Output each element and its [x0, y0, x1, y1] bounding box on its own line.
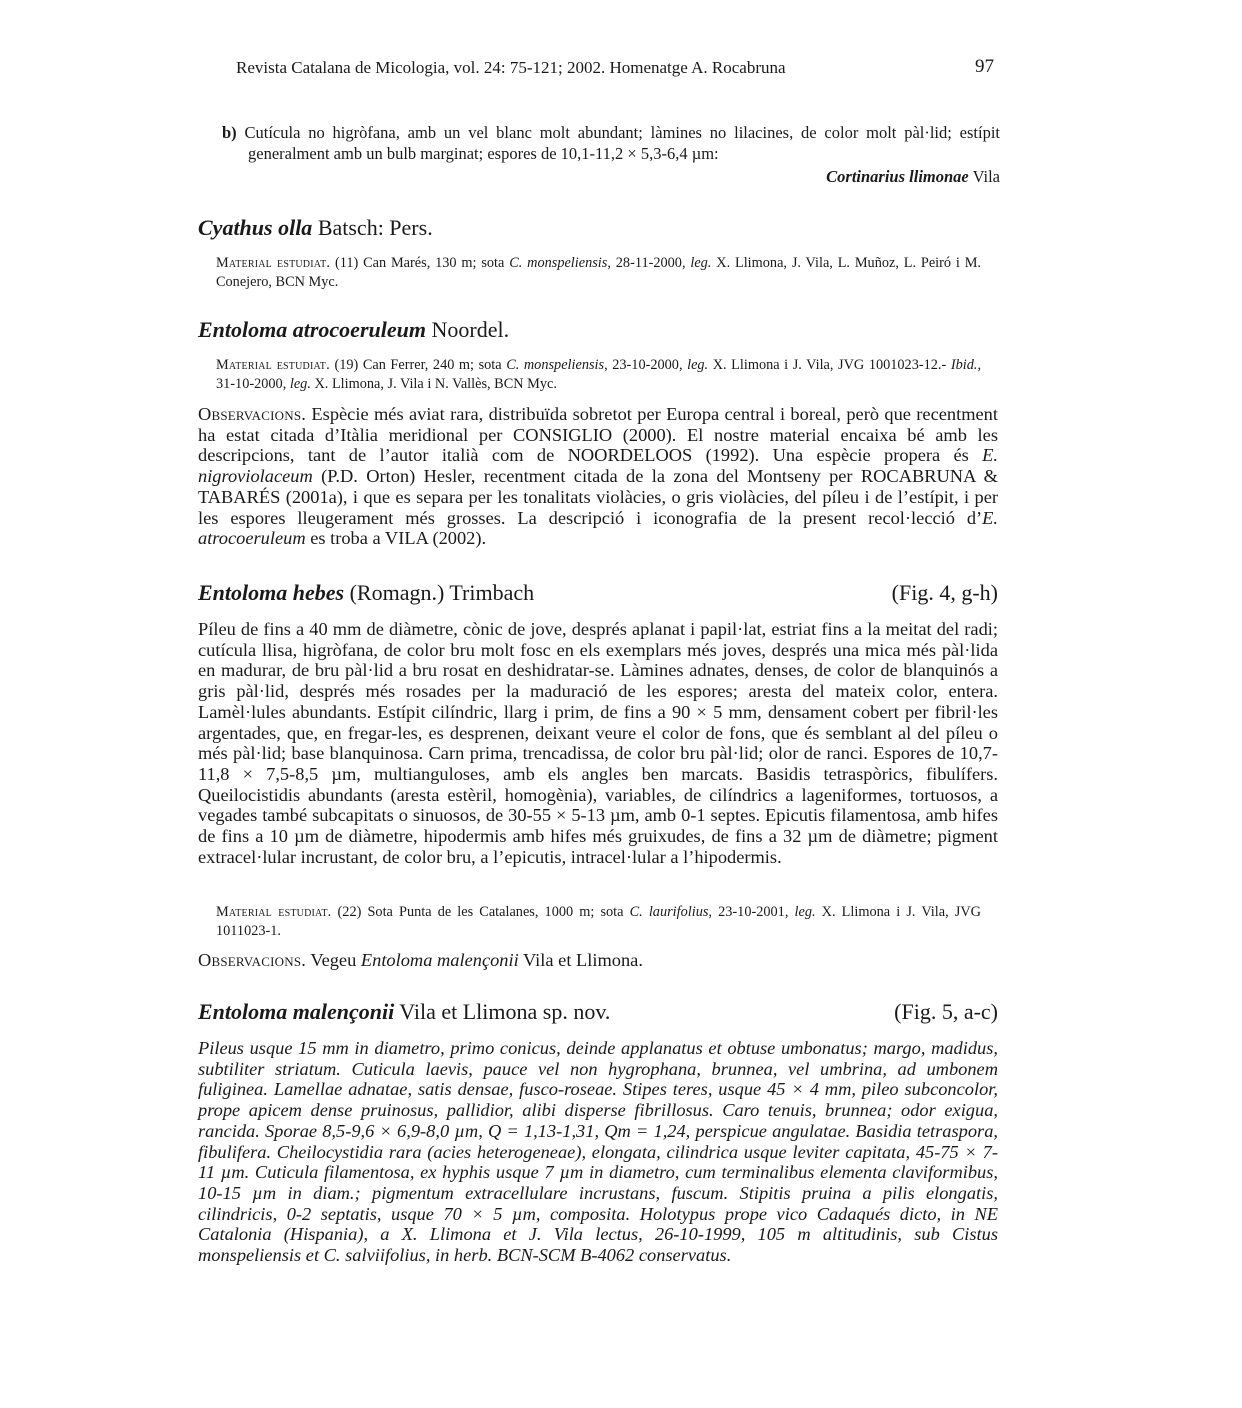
latin-diagnosis-malenconii: Pileus usque 15 mm in diametro, primo conicus, deinde applanatus et obtuse umbonatus; margo, madidus, subtiliter striatum. Cuticula laevis, pauce vel non hygrophana, brunnea, vel umbrina, ad umbonem fuliginea. Lamellae adnatae, satis densae, fusco-roseae. Stipes teres, usque 45 × 4 mm, pileo subconcolor, prope apicem dense pruinosus, pallidior, alibi disperse fibrillosus. Caro tenuis, brunnea; odor exigua, rancida. Sporae 8,5-9,6 × 6,9-8,0 µm, Q = 1,13-1,31, Qm = 1,24, perspicue angulatae. Basidia tetraspora, fibulifera. Cheilocystidia rara (acies heterogeneae), elongata, cilindrica usque leviter capitata, 45-75 × 7-11 µm. Cuticula filamentosa, ex hyphis usque 7 µm in diametro, cum terminalibus elementa claviformibus, 10-15 µm in diam.; pigmentum extracellulare incrustans, fuscum. Stipitis pruina a pilis elongatis, cilindricis, 0-2 septatis, usque 70 × 5 µm, composita. Holotypus prope vico Cadaqués dicto, in NE Catalonia (Hispania), a X. Llimona et J. Vila lectus, 26-10-1999, 105 m altitudinis, sub Cistus monspeliensis et C. salviifolius, in herb. BCN-SCM B-4062 conservatus.: [198, 1038, 998, 1266]
key-label: b): [222, 123, 237, 142]
key-answer: [222, 166, 1000, 187]
material-text: (22) Sota Punta de les Catalanes, 1000 m; sota: [331, 904, 630, 920]
material-cyathus: [216, 254, 981, 292]
key-entry-b: [222, 122, 1000, 187]
material-host: C. laurifolius: [629, 904, 709, 920]
figure-reference: (Fig. 5, a-c): [894, 999, 998, 1024]
species-title-cyathus: [198, 214, 998, 242]
observations-hebes: [198, 950, 998, 971]
material-text: (11) Can Marés, 130 m; sota: [330, 255, 510, 271]
observations-label: Observacions.: [198, 950, 307, 970]
material-atrocoeruleum: [216, 356, 981, 394]
material-label: Material estudiat.: [216, 357, 330, 373]
species-author: Batsch: Pers.: [312, 215, 433, 240]
material-text: (19) Can Ferrer, 240 m; sota: [329, 357, 507, 373]
material-text: X. Llimona, J. Vila, L. Muñoz, L. Peiró i M. Conejero, BCN Myc.: [216, 255, 981, 290]
material-label: Material estudiat.: [216, 904, 332, 920]
observations-text: Vegeu: [306, 950, 361, 970]
species-name: Entoloma hebes: [198, 580, 345, 605]
material-host: C. monspeliensis: [506, 357, 605, 373]
page-number: 97: [975, 56, 994, 77]
species-name: Entoloma atrocoeruleum: [198, 317, 426, 342]
species-author: Noordel.: [425, 317, 510, 342]
material-text: X. Llimona i J. Vila, JVG 1011023-1.: [216, 904, 981, 939]
material-hebes: [216, 903, 981, 941]
material-leg: leg.: [794, 904, 816, 920]
observations-text: Espècie més aviat rara, distribuïda sobretot per Europa central i boreal, però que recentment ha estat citada d’Itàlia meridional per CONSIGLIO (2000). El nostre material encaixa bé amb les descripcions, tant de l’autor italià com de NOORDELOOS (1992). Una espècie propera és: [198, 404, 998, 466]
species-title-atrocoeruleum: [198, 316, 998, 344]
journal-citation: Revista Catalana de Micologia, vol. 24: 75-121; 2002. Homenatge A. Rocabruna: [236, 58, 786, 77]
description-hebes: Píleu de fins a 40 mm de diàmetre, cònic de jove, després aplanat i papil·lat, estriat fins a la meitat del radi; cutícula llisa, higròfana, de color bru molt fosc en els exemplars més joves, després una mica més pàl·lida en madurar, de bru pàl·lid a bru rosat en deshidratar-se. Làmines adnates, denses, de color de blanquinós a gris pàl·lid, després més rosades per la maduració de les espores; aresta del mateix color, entera. Lamèl·lules abundants. Estípit cilíndric, llarg i prim, de fins a 90 × 5 mm, densament cobert per fibril·les argentades, que, en fregar-les, es desprenen, deixant veure el color de fons, que és semblant al del píleu o més pàl·lid; base blanquinosa. Carn prima, trencadissa, de color bru pàl·lid; olor de ranci. Espores de 10,7-11,8 × 7,5-8,5 µm, multianguloses, amb els angles ben marcats. Basidis tetraspòrics, fibulífers. Queilocistidis abundants (aresta estèril, homogènia), variables, de cilíndrics a lageniformes, tortuosos, a vegades també subcapitats o sinuosos, de 30-55 × 5-13 µm, amb 0-1 septes. Epicutis filamentosa, amb hifes de fins a 10 µm de diàmetre, hipodermis amb hifes més gruixudes, de fins a 32 µm de diàmetre; pigment extracel·lular incrustant, de color bru, a l’epicutis, intracel·lular a l’hipodermis.: [198, 619, 998, 867]
material-leg: leg.: [690, 255, 712, 271]
material-text: , 31-10-2000,: [216, 357, 982, 392]
material-text: , 23-10-2000,: [604, 357, 688, 373]
material-text: X. Llimona, J. Vila i N. Vallès, BCN Myc.: [310, 376, 557, 392]
material-leg: leg.: [687, 357, 709, 373]
figure-reference: (Fig. 4, g-h): [891, 580, 998, 605]
observations-species: E. nigroviolaceum: [198, 445, 998, 487]
observations-species: Entoloma malençonii: [360, 950, 519, 970]
key-answer-author: Vila: [968, 167, 1000, 186]
material-leg: leg.: [289, 376, 311, 392]
observations-label: Observacions.: [198, 404, 307, 424]
material-text: , 28-11-2000,: [607, 255, 691, 271]
key-description: Cutícula no higròfana, amb un vel blanc molt abundant; làmines no lilacines, de color molt pàl·lid; estípit generalment amb un bulb marginat; espores de 10,1-11,2 × 5,3-6,4 µm:: [244, 123, 1000, 163]
observations-atrocoeruleum: [198, 404, 998, 549]
species-name: Cyathus olla: [198, 215, 313, 240]
material-text: , 23-10-2001,: [708, 904, 795, 920]
species-title-hebes: [198, 579, 998, 607]
observations-text: es troba a VILA (2002).: [305, 528, 487, 549]
material-ibid: Ibid.: [950, 357, 978, 373]
observations-species: E. atrocoeruleum: [198, 507, 998, 549]
species-author: (Romagn.) Trimbach: [344, 580, 535, 605]
material-label: Material estudiat.: [216, 255, 331, 271]
observations-text: (P.D. Orton) Hesler, recentment citada de la zona del Montseny per ROCABRUNA & TABARÉS (2001a), i que es separa per les tonalitats violàcies, o gris violàcies, del píleu i de l’estípit, i per les espores lleugerament més grosses. La descripció i iconografia de la present recol·lecció d’: [198, 466, 998, 528]
key-text: [222, 122, 1000, 164]
material-host: C. monspeliensis: [509, 255, 608, 271]
observations-text: Vila et Llimona.: [518, 950, 643, 970]
species-name: Entoloma malençonii: [198, 999, 395, 1024]
running-header: [236, 58, 994, 82]
material-text: X. Llimona i J. Vila, JVG 1001023-12.-: [708, 357, 951, 373]
key-answer-species: Cortinarius llimonae: [826, 167, 969, 186]
species-author: Vila et Llimona sp. nov.: [394, 999, 611, 1024]
species-title-malenconii: [198, 998, 998, 1026]
